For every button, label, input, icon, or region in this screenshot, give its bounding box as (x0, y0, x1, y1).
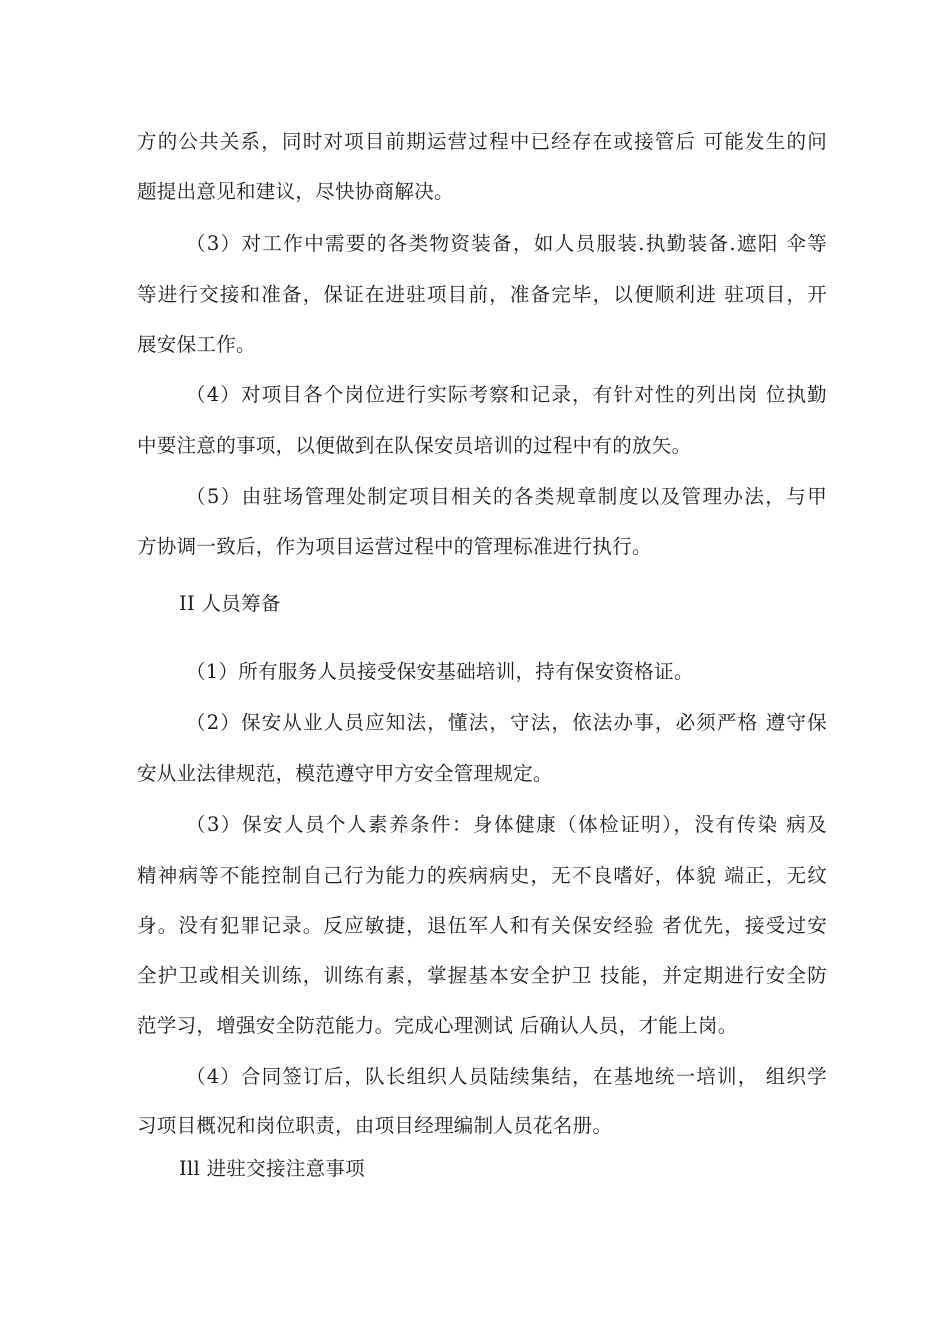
text-line: （4）合同签订后，队长组织人员陆续集结，在基地统一培训， 组织学 (186, 1065, 827, 1088)
text-line: 中要注意的事项，以便做到在队保安员培训的过程中有的放矢。 (137, 434, 692, 457)
text-line: （1）所有服务人员接受保安基础培训，持有保安资格证。 (186, 660, 694, 683)
text-line: 精神病等不能控制自己行为能力的疾病病史，无不良嗜好，体貌 端正，无纹 (137, 864, 827, 887)
text-line: 题提出意见和建议，尽快协商解决。 (137, 180, 454, 203)
text-line: 身。没有犯罪记录。反应敏捷，退伍军人和有关保安经验 者优先，接受过安 (137, 914, 827, 937)
text-line: 方的公共关系，同时对项目前期运营过程中已经存在或接管后 可能发生的问 (137, 130, 827, 153)
text-line: （3）保安人员个人素养条件：身体健康（体检证明），没有传染 病及 (186, 813, 827, 836)
text-line: 展安保工作。 (137, 333, 256, 356)
text-line: 习项目概况和岗位职责，由项目经理编制人员花名册。 (137, 1114, 613, 1137)
text-line: 等进行交接和准备，保证在进驻项目前，准备完毕，以便顺利进 驻项目，开 (137, 283, 827, 306)
text-line: 范学习，增强安全防范能力。完成心理测试 后确认人员，才能上岗。 (137, 1014, 738, 1037)
section-heading: II 人员筹备 (179, 592, 281, 615)
section-heading: Ill 进驻交接注意事项 (179, 1157, 365, 1180)
text-line: （2）保安从业人员应知法，懂法，守法，依法办事，必须严格 遵守保 (186, 711, 827, 734)
text-line: 全护卫或相关训练，训练有素，掌握基本安全护卫 技能，并定期进行安全防 (137, 964, 827, 987)
text-line: （3）对工作中需要的各类物资装备，如人员服装.执勤装备.遮阳 伞等 (186, 232, 827, 255)
text-line: （5）由驻场管理处制定项目相关的各类规章制度以及管理办法，与甲 (186, 485, 827, 508)
text-line: 方协调一致后，作为项目运营过程中的管理标准进行执行。 (137, 535, 652, 558)
text-line: 安从业法律规范，模范遵守甲方安全管理规定。 (137, 762, 553, 785)
text-line: （4）对项目各个岗位进行实际考察和记录，有针对性的列出岗 位执勤 (186, 383, 827, 406)
